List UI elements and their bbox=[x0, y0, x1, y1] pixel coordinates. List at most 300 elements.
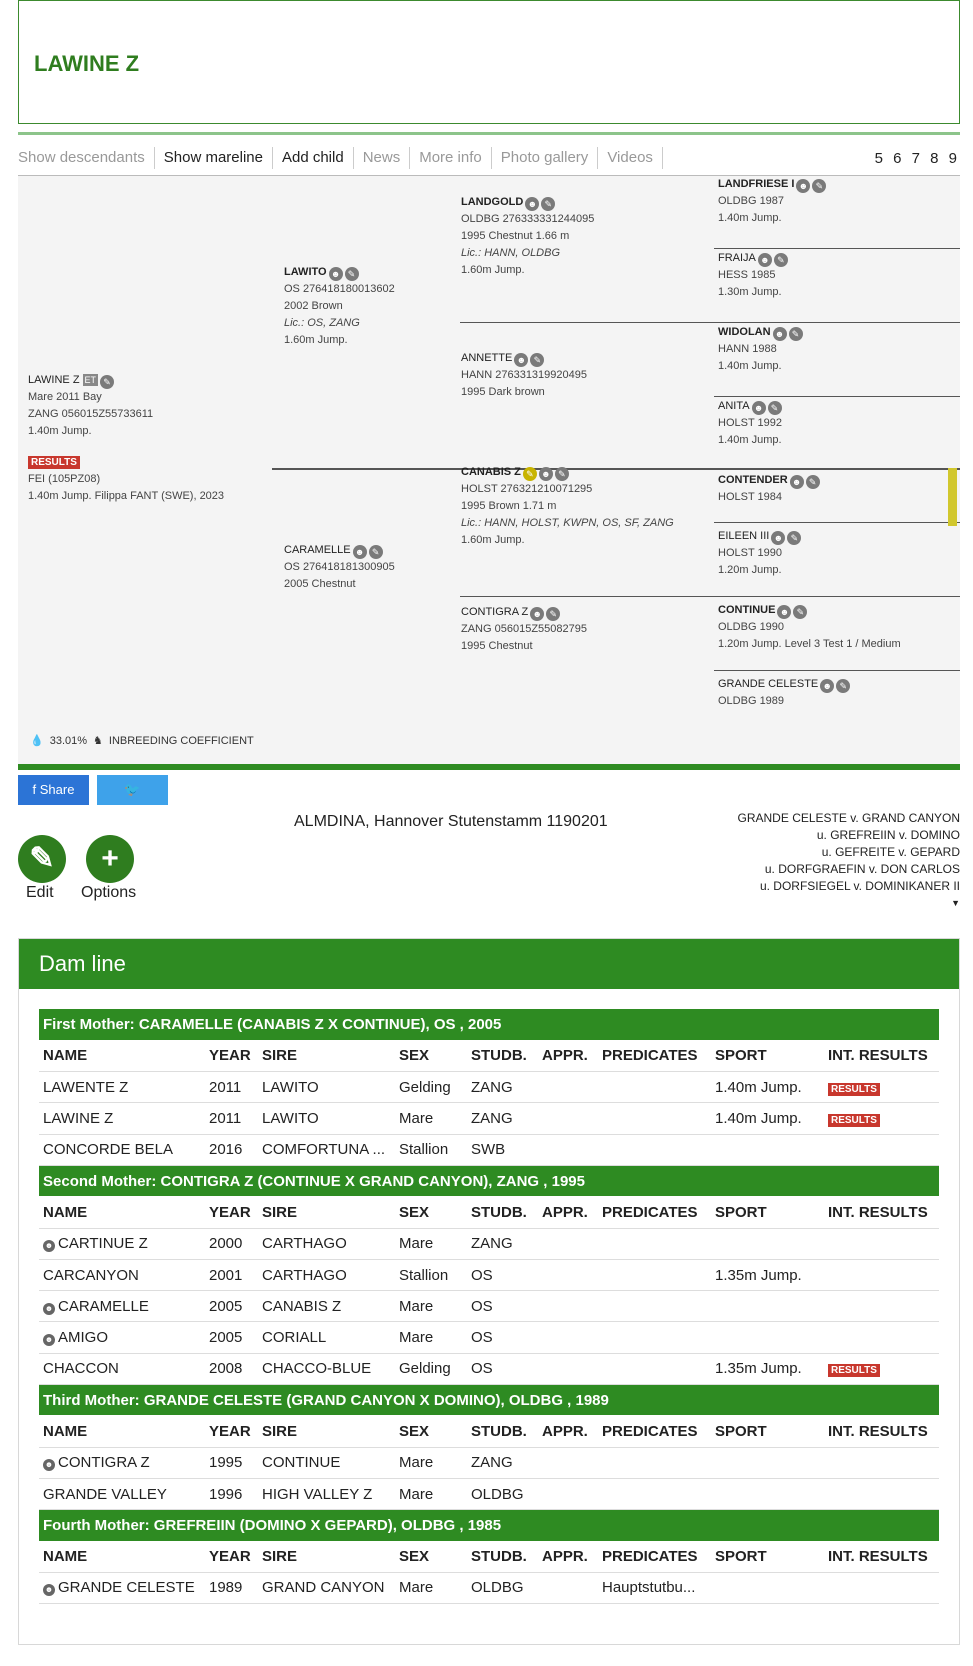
column-header: STUDB. bbox=[467, 1416, 538, 1447]
ancestor-info: HANN 1988 bbox=[718, 343, 777, 355]
cell-text: LAWENTE Z bbox=[43, 1078, 129, 1096]
pedigree-gg-7 bbox=[718, 602, 958, 653]
family-icon[interactable]: ☻ bbox=[44, 1585, 54, 1595]
cell-text: 2011 bbox=[209, 1110, 242, 1128]
cell-text: 1.40m Jump. bbox=[715, 1110, 802, 1128]
edit-icon[interactable]: ✎ bbox=[793, 605, 807, 619]
subject-sport: 1.40m Jump. bbox=[28, 425, 92, 437]
table-row bbox=[39, 1478, 939, 1509]
pedigree-bottom-rule bbox=[18, 764, 960, 770]
results-badge[interactable]: RESULTS bbox=[828, 1083, 880, 1096]
cell-pred bbox=[598, 1072, 711, 1103]
column-header: APPR. bbox=[538, 1197, 598, 1228]
pedigree-gg-2 bbox=[718, 250, 958, 301]
column-header-row bbox=[39, 1541, 939, 1572]
cell-pred bbox=[598, 1134, 711, 1165]
column-header: SPORT bbox=[711, 1197, 824, 1228]
ancestor-info: OLDBG 1990 bbox=[718, 621, 785, 633]
ancestor-info: HOLST 1984 bbox=[718, 491, 783, 503]
cell-text: Stallion bbox=[399, 1266, 449, 1284]
cell-name[interactable] bbox=[39, 1291, 205, 1322]
cell-name[interactable] bbox=[39, 1228, 205, 1259]
pedigree-sire-dam bbox=[461, 350, 701, 401]
cell-sport bbox=[711, 1572, 824, 1603]
cell-sire bbox=[258, 1353, 395, 1384]
pedigree-gg-4 bbox=[718, 398, 958, 449]
cell-appr bbox=[538, 1103, 598, 1134]
family-icon[interactable]: ☻ bbox=[790, 475, 804, 489]
ancestor-name[interactable]: GRANDE CELESTE bbox=[718, 678, 819, 690]
table-row bbox=[39, 1228, 939, 1259]
family-icon[interactable]: ☻ bbox=[44, 1241, 54, 1251]
mother-group-title[interactable]: Third Mother: GRANDE CELESTE (GRAND CANYON X DOMINO), OLDBG , 1989 bbox=[39, 1385, 939, 1416]
cell-studb bbox=[467, 1103, 538, 1134]
dam-name[interactable]: CARAMELLE bbox=[284, 544, 351, 556]
cell-sport bbox=[711, 1478, 824, 1509]
cell-text: AMIGO bbox=[58, 1329, 109, 1347]
ancestry-line: u. DORFSIEGEL v. DOMINIKANER II bbox=[759, 879, 960, 893]
column-header: YEAR bbox=[205, 1541, 258, 1572]
cell-appr bbox=[538, 1228, 598, 1259]
cell-text: OLDBG bbox=[471, 1579, 524, 1597]
table-row bbox=[39, 1291, 939, 1322]
cell-text: 1989 bbox=[209, 1579, 243, 1597]
twitter-share-button[interactable] bbox=[97, 775, 168, 827]
cell-sire bbox=[258, 1228, 395, 1259]
cell-appr bbox=[538, 1291, 598, 1322]
cell-text: Gelding bbox=[399, 1360, 451, 1378]
family-icon[interactable]: ☻ bbox=[773, 327, 787, 341]
cell-year bbox=[205, 1322, 258, 1353]
edit-icon[interactable]: ✎ bbox=[789, 327, 803, 341]
cell-pred bbox=[598, 1447, 711, 1478]
family-icon[interactable]: ☻ bbox=[771, 531, 785, 545]
column-header: YEAR bbox=[205, 1197, 258, 1228]
cell-year bbox=[205, 1228, 258, 1259]
ancestor-info: 1995 Chestnut bbox=[461, 640, 533, 652]
ancestor-info: 1995 Chestnut 1.66 m bbox=[461, 230, 570, 242]
cell-pred bbox=[598, 1322, 711, 1353]
ancestor-info: 1995 Brown 1.71 m bbox=[461, 500, 557, 512]
cell-sex bbox=[395, 1291, 467, 1322]
table-row bbox=[39, 1072, 939, 1103]
column-header: SIRE bbox=[258, 1040, 395, 1071]
inbreeding-value: 33.01% bbox=[49, 734, 88, 747]
damline-table bbox=[39, 1009, 939, 1604]
mother-group-title[interactable]: Second Mother: CONTIGRA Z (CONTINUE X GRAND CANYON), ZANG , 1995 bbox=[39, 1165, 939, 1196]
cell-text: 2011 bbox=[209, 1078, 242, 1096]
pedigree-gg-8 bbox=[718, 676, 958, 710]
cell-year bbox=[205, 1478, 258, 1509]
cell-text: CHACCO-BLUE bbox=[262, 1360, 372, 1378]
ancestor-info: HOLST 1992 bbox=[718, 417, 783, 429]
column-header-row bbox=[39, 1040, 939, 1071]
cell-text: HIGH VALLEY Z bbox=[262, 1485, 373, 1503]
pedigree-dam-sire bbox=[461, 464, 701, 549]
column-header: SEX bbox=[395, 1416, 467, 1447]
results-badge[interactable]: RESULTS bbox=[828, 1114, 880, 1127]
column-header: PREDICATES bbox=[598, 1416, 711, 1447]
cell-sire bbox=[258, 1259, 395, 1290]
cell-sire bbox=[258, 1072, 395, 1103]
family-icon[interactable]: ☻ bbox=[758, 253, 772, 267]
cell-studb bbox=[467, 1291, 538, 1322]
column-header: SEX bbox=[395, 1197, 467, 1228]
family-icon[interactable]: ☻ bbox=[44, 1460, 54, 1470]
cell-studb bbox=[467, 1447, 538, 1478]
cell-results bbox=[824, 1103, 939, 1134]
edit-icon[interactable]: ✎ bbox=[812, 179, 826, 193]
share-label: Share bbox=[39, 782, 75, 797]
ancestor-name[interactable]: EILEEN III bbox=[718, 530, 770, 542]
expand-caret-icon[interactable]: ▼ bbox=[951, 898, 960, 908]
cell-text: LAWINE Z bbox=[43, 1110, 114, 1128]
family-icon[interactable]: ☻ bbox=[514, 353, 528, 367]
edit-icon[interactable]: ✎ bbox=[836, 679, 850, 693]
ancestor-sport: 1.40m Jump. bbox=[718, 434, 782, 446]
twitter-icon: 🐦 bbox=[124, 782, 141, 797]
ancestor-info: HESS 1985 bbox=[718, 269, 776, 281]
table-row bbox=[39, 1134, 939, 1165]
family-icon[interactable]: ☻ bbox=[44, 1303, 54, 1313]
cell-appr bbox=[538, 1353, 598, 1384]
ancestry-line: u. GEFREITE v. GEPARD bbox=[821, 845, 960, 859]
cell-text: OLDBG bbox=[471, 1485, 524, 1503]
column-header: SPORT bbox=[711, 1040, 824, 1071]
results-badge[interactable]: RESULTS bbox=[828, 1364, 880, 1377]
column-header: SPORT bbox=[711, 1416, 824, 1447]
family-icon[interactable]: ☻ bbox=[353, 545, 367, 559]
cell-year bbox=[205, 1353, 258, 1384]
cell-studb bbox=[467, 1353, 538, 1384]
ancestor-registration: ZANG 056015Z55082795 bbox=[461, 623, 587, 635]
cell-sire bbox=[258, 1134, 395, 1165]
cell-text: 1.35m Jump. bbox=[715, 1360, 802, 1378]
ancestor-registration: HANN 276331319920495 bbox=[461, 369, 587, 381]
cell-text: CHACCON bbox=[43, 1360, 119, 1378]
ancestor-name[interactable]: CONTINUE bbox=[718, 604, 776, 616]
cell-text: COMFORTUNA ... bbox=[262, 1141, 386, 1159]
edit-icon[interactable]: ✎ bbox=[369, 545, 383, 559]
add-child-link[interactable]: Add child bbox=[273, 147, 354, 169]
cell-sex bbox=[395, 1353, 467, 1384]
family-icon[interactable]: ☻ bbox=[44, 1335, 54, 1345]
pedigree-divider bbox=[714, 522, 960, 523]
subject-registration: ZANG 056015Z55733611 bbox=[28, 408, 154, 420]
cell-sire bbox=[258, 1447, 395, 1478]
ancestor-sport: 1.40m Jump. bbox=[718, 212, 782, 224]
cell-text: GRANDE VALLEY bbox=[43, 1485, 167, 1503]
family-icon[interactable]: ☻ bbox=[820, 679, 834, 693]
cell-sex bbox=[395, 1478, 467, 1509]
edit-icon[interactable]: ✎ bbox=[555, 467, 569, 481]
ancestor-name[interactable]: CANABIS Z bbox=[461, 466, 521, 478]
edit-icon[interactable]: ✎ bbox=[787, 531, 801, 545]
results-badge[interactable]: RESULTS bbox=[28, 456, 80, 469]
column-header: SIRE bbox=[258, 1197, 395, 1228]
drop-icon: 💧 bbox=[30, 735, 44, 747]
inbreeding-label[interactable]: INBREEDING COEFFICIENT bbox=[108, 734, 254, 747]
cell-text: 2000 bbox=[209, 1235, 243, 1253]
cell-results bbox=[824, 1447, 939, 1478]
subject-name[interactable]: LAWINE Z bbox=[28, 374, 80, 386]
column-header: NAME bbox=[39, 1040, 205, 1071]
column-header: NAME bbox=[39, 1416, 205, 1447]
edit-icon[interactable]: ✎ bbox=[806, 475, 820, 489]
more-info-link[interactable]: More info bbox=[410, 147, 492, 169]
cell-pred bbox=[598, 1353, 711, 1384]
photo-gallery-link[interactable]: Photo gallery bbox=[492, 147, 599, 169]
cell-studb bbox=[467, 1322, 538, 1353]
ancestor-licenses: Lic.: HANN, HOLST, KWPN, OS, SF, ZANG bbox=[461, 517, 674, 529]
cell-pred bbox=[598, 1103, 711, 1134]
column-header: NAME bbox=[39, 1197, 205, 1228]
pedigree-subject bbox=[28, 372, 258, 505]
cell-appr bbox=[538, 1447, 598, 1478]
videos-link[interactable]: Videos bbox=[598, 147, 663, 169]
ancestor-name[interactable]: FRAIJA bbox=[718, 252, 756, 264]
cell-text: GRAND CANYON bbox=[262, 1579, 385, 1597]
cell-year bbox=[205, 1072, 258, 1103]
inbreeding-info bbox=[30, 734, 254, 747]
pedigree-divider bbox=[714, 248, 960, 249]
cell-results bbox=[824, 1353, 939, 1384]
column-header: APPR. bbox=[538, 1541, 598, 1572]
cell-sire bbox=[258, 1291, 395, 1322]
edit-icon[interactable]: ✎ bbox=[541, 197, 555, 211]
cell-appr bbox=[538, 1322, 598, 1353]
horse-title: LAWINE Z bbox=[34, 51, 140, 76]
cell-studb bbox=[467, 1072, 538, 1103]
damline-panel bbox=[18, 938, 960, 1645]
family-icon[interactable]: ☻ bbox=[777, 605, 791, 619]
cell-sire bbox=[258, 1478, 395, 1509]
ancestor-name[interactable]: ANITA bbox=[718, 400, 750, 412]
cell-text: Mare bbox=[399, 1454, 434, 1472]
family-icon[interactable]: ☻ bbox=[539, 467, 553, 481]
ancestry-line: GRANDE CELESTE v. GRAND CANYON bbox=[737, 811, 960, 825]
table-row bbox=[39, 1322, 939, 1353]
edit-icon[interactable]: ✎ bbox=[100, 375, 114, 389]
column-header-row bbox=[39, 1197, 939, 1228]
cell-pred bbox=[598, 1572, 711, 1603]
sire-info: 2002 Brown bbox=[284, 300, 343, 312]
cell-text: Stallion bbox=[399, 1141, 449, 1159]
cell-results bbox=[824, 1259, 939, 1290]
pedigree-divider bbox=[460, 596, 960, 597]
cell-sire bbox=[258, 1572, 395, 1603]
et-badge: ET bbox=[84, 375, 97, 385]
column-header: NAME bbox=[39, 1541, 205, 1572]
cell-text: LAWITO bbox=[262, 1078, 319, 1096]
cell-text: CANABIS Z bbox=[262, 1297, 342, 1315]
cell-text: OS bbox=[471, 1266, 493, 1284]
horse-toolbar bbox=[18, 144, 960, 172]
family-icon[interactable]: ☻ bbox=[796, 179, 810, 193]
cell-name[interactable] bbox=[39, 1478, 205, 1509]
options-button[interactable] bbox=[86, 835, 134, 883]
cell-results bbox=[824, 1072, 939, 1103]
show-descendants-link[interactable]: Show descendants bbox=[18, 147, 155, 169]
cell-text: Mare bbox=[399, 1579, 434, 1597]
cell-sex bbox=[395, 1572, 467, 1603]
horse-title-box bbox=[18, 0, 960, 124]
edit-icon[interactable]: ✎ bbox=[345, 267, 359, 281]
sire-name[interactable]: LAWITO bbox=[284, 266, 327, 278]
cell-text: ZANG bbox=[471, 1110, 513, 1128]
ancestor-name[interactable]: LANDGOLD bbox=[461, 196, 524, 208]
show-mareline-link[interactable]: Show mareline bbox=[155, 147, 273, 169]
cell-text: CONTIGRA Z bbox=[58, 1454, 150, 1472]
ancestry-line: u. DORFGRAEFIN v. DON CARLOS bbox=[764, 862, 960, 876]
cell-sport bbox=[711, 1322, 824, 1353]
news-link[interactable]: News bbox=[354, 147, 411, 169]
cell-text: LAWITO bbox=[262, 1110, 319, 1128]
cell-appr bbox=[538, 1072, 598, 1103]
cell-sex bbox=[395, 1103, 467, 1134]
mother-group-header bbox=[39, 1510, 939, 1541]
cell-text: OS bbox=[471, 1360, 493, 1378]
table-row bbox=[39, 1353, 939, 1384]
mother-group-title[interactable]: First Mother: CARAMELLE (CANABIS Z X CONTINUE), OS , 2005 bbox=[39, 1009, 939, 1040]
ancestor-name[interactable]: ANNETTE bbox=[461, 352, 513, 364]
pedigree-gg-5 bbox=[718, 472, 946, 506]
pedigree-gg-6 bbox=[718, 528, 958, 579]
cell-pred bbox=[598, 1259, 711, 1290]
cell-pred bbox=[598, 1228, 711, 1259]
mother-group-header bbox=[39, 1009, 939, 1040]
cell-results bbox=[824, 1291, 939, 1322]
cell-name[interactable] bbox=[39, 1072, 205, 1103]
cell-sex bbox=[395, 1072, 467, 1103]
cell-text: CARTHAGO bbox=[262, 1266, 347, 1284]
cell-studb bbox=[467, 1478, 538, 1509]
ancestry-line: u. GREFREIIN v. DOMINO bbox=[816, 828, 960, 842]
highlight-marker bbox=[948, 468, 957, 526]
plus-icon: + bbox=[101, 842, 119, 875]
subject-fei-id: FEI (105PZ08) bbox=[28, 473, 101, 485]
cell-text: CONCORDE BELA bbox=[43, 1141, 174, 1159]
cell-name[interactable] bbox=[39, 1353, 205, 1384]
column-header: STUDB. bbox=[467, 1541, 538, 1572]
cell-text: CARTINUE Z bbox=[58, 1235, 148, 1253]
cell-text: 1.40m Jump. bbox=[715, 1078, 802, 1096]
mareline-label: ALMDINA, Hannover Stutenstamm 1190201 bbox=[294, 813, 608, 830]
ancestor-sport: 1.30m Jump. bbox=[718, 286, 782, 298]
subject-info: Mare 2011 Bay bbox=[28, 391, 102, 403]
cell-studb bbox=[467, 1134, 538, 1165]
column-header: INT. RESULTS bbox=[824, 1416, 939, 1447]
cell-sex bbox=[395, 1447, 467, 1478]
pedigree-tree bbox=[18, 176, 960, 764]
sire-sport: 1.60m Jump. bbox=[284, 334, 348, 346]
damline-title: Dam line bbox=[19, 939, 959, 989]
cell-sire bbox=[258, 1322, 395, 1353]
cell-sport bbox=[711, 1228, 824, 1259]
ancestor-sport: 1.20m Jump. bbox=[718, 564, 782, 576]
ancestor-name[interactable]: CONTENDER bbox=[718, 474, 788, 486]
cell-name[interactable] bbox=[39, 1103, 205, 1134]
star-icon[interactable]: ✎ bbox=[523, 467, 537, 481]
cell-studb bbox=[467, 1228, 538, 1259]
cell-studb bbox=[467, 1572, 538, 1603]
cell-year bbox=[205, 1291, 258, 1322]
cell-sex bbox=[395, 1322, 467, 1353]
column-header-row bbox=[39, 1416, 939, 1447]
ancestor-sport: 1.60m Jump. bbox=[461, 264, 525, 276]
column-header: PREDICATES bbox=[598, 1541, 711, 1572]
edit-icon[interactable]: ✎ bbox=[768, 401, 782, 415]
generation-selector[interactable]: 5 6 7 8 9 bbox=[874, 149, 960, 167]
ancestor-sport: 1.60m Jump. bbox=[461, 534, 525, 546]
cell-text: CORIALL bbox=[262, 1329, 327, 1347]
family-icon[interactable]: ☻ bbox=[525, 197, 539, 211]
ancestor-name[interactable]: CONTIGRA Z bbox=[461, 606, 529, 618]
cell-year bbox=[205, 1259, 258, 1290]
family-icon[interactable]: ☻ bbox=[329, 267, 343, 281]
options-label: Options bbox=[81, 884, 137, 901]
mother-group-title[interactable]: Fourth Mother: GREFREIIN (DOMINO X GEPARD), OLDBG , 1985 bbox=[39, 1510, 939, 1541]
cell-appr bbox=[538, 1478, 598, 1509]
cell-year bbox=[205, 1103, 258, 1134]
cell-text: CARCANYON bbox=[43, 1266, 139, 1284]
edit-label: Edit bbox=[26, 884, 54, 901]
cell-name[interactable] bbox=[39, 1447, 205, 1478]
subject-result: 1.40m Jump. Filippa FANT (SWE), 2023 bbox=[28, 490, 225, 502]
family-icon[interactable]: ☻ bbox=[752, 401, 766, 415]
dam-info: 2005 Chestnut bbox=[284, 578, 356, 590]
ancestor-name[interactable]: WIDOLAN bbox=[718, 326, 771, 338]
family-icon[interactable]: ☻ bbox=[530, 607, 544, 621]
share-label: Share bbox=[115, 812, 150, 827]
pedigree-dam-dam bbox=[461, 604, 701, 655]
cell-year bbox=[205, 1447, 258, 1478]
cell-text: Mare bbox=[399, 1485, 434, 1503]
edit-icon[interactable]: ✎ bbox=[774, 253, 788, 267]
ancestor-name[interactable]: LANDFRIESE I bbox=[718, 178, 795, 190]
cell-year bbox=[205, 1572, 258, 1603]
cell-sex bbox=[395, 1228, 467, 1259]
cell-text: OS bbox=[471, 1297, 493, 1315]
cell-results bbox=[824, 1478, 939, 1509]
cell-name[interactable] bbox=[39, 1259, 205, 1290]
edit-icon[interactable]: ✎ bbox=[530, 353, 544, 367]
cell-text: CARAMELLE bbox=[58, 1297, 149, 1315]
facebook-share-button[interactable] bbox=[18, 775, 89, 805]
cell-text: 1996 bbox=[209, 1485, 243, 1503]
edit-icon[interactable]: ✎ bbox=[546, 607, 560, 621]
cell-text: 2016 bbox=[209, 1141, 243, 1159]
cell-text: Hauptstutbu... bbox=[602, 1579, 696, 1597]
cell-sport bbox=[711, 1353, 824, 1384]
cell-results bbox=[824, 1134, 939, 1165]
edit-button[interactable] bbox=[18, 835, 66, 883]
title-divider bbox=[18, 132, 960, 135]
cell-text: 2008 bbox=[209, 1360, 243, 1378]
cell-text: Gelding bbox=[399, 1078, 451, 1096]
cell-appr bbox=[538, 1259, 598, 1290]
mother-group-header bbox=[39, 1385, 939, 1416]
column-header: STUDB. bbox=[467, 1040, 538, 1071]
column-header: SIRE bbox=[258, 1416, 395, 1447]
pedigree-divider bbox=[460, 322, 960, 323]
column-header: INT. RESULTS bbox=[824, 1197, 939, 1228]
ancestor-sport: 1.40m Jump. bbox=[718, 360, 782, 372]
cell-name[interactable] bbox=[39, 1322, 205, 1353]
cell-name[interactable] bbox=[39, 1134, 205, 1165]
cell-name[interactable] bbox=[39, 1572, 205, 1603]
cell-text: Mare bbox=[399, 1297, 434, 1315]
